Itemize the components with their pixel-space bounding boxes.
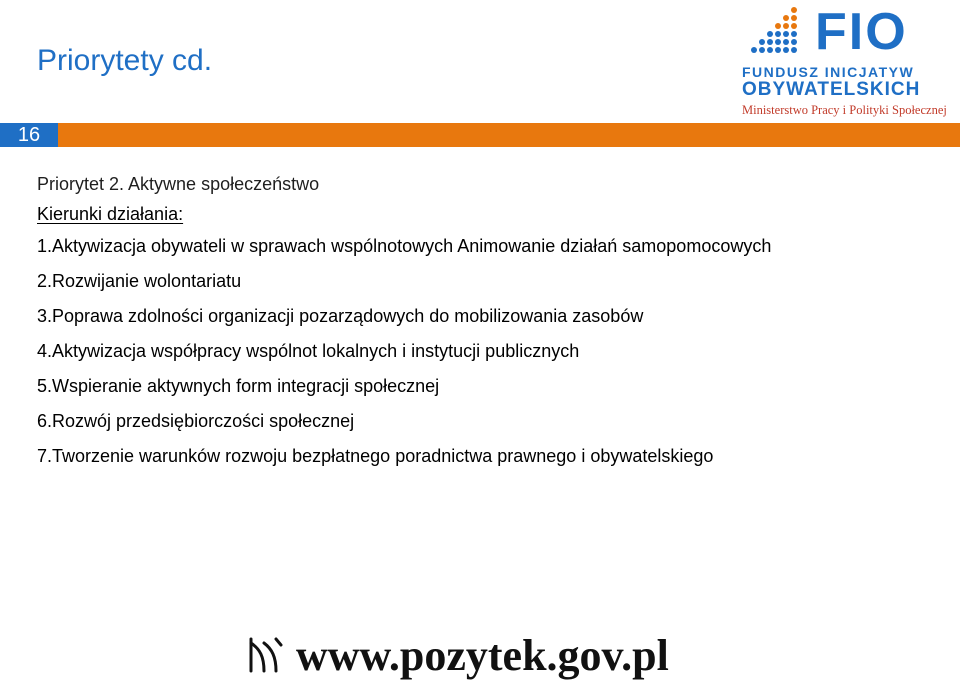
header-bar — [0, 123, 960, 147]
logo-ministry: Ministerstwo Pracy i Polityki Społecznej — [742, 103, 947, 117]
logo-line2: OBYWATELSKICH — [742, 79, 921, 100]
logo-acronym: FIO — [815, 3, 908, 61]
footer — [248, 630, 669, 680]
pozytek-logo-icon — [248, 635, 284, 675]
list-item: 1.Aktywizacja obywateli w sprawach wspólnotowych Animowanie działań samopomocowych — [37, 236, 772, 256]
dots-icon — [742, 4, 814, 62]
list-item: 5.Wspieranie aktywnych form integracji społecznej — [37, 376, 440, 396]
list-item: 7.Tworzenie warunków rozwoju bezpłatnego poradnictwa prawnego i obywatelskiego — [37, 446, 714, 466]
footer-url[interactable]: www.pozytek.gov.pl — [296, 630, 669, 680]
slide-content — [37, 174, 917, 479]
slide-number: 16 — [0, 123, 58, 147]
list-item: 6.Rozwój przedsiębiorczości społecznej — [37, 411, 355, 431]
logo-line1: FUNDUSZ INICJATYW — [742, 64, 915, 80]
directions-heading: Kierunki działania: — [37, 204, 184, 224]
slide-title: Priorytety cd. — [37, 44, 213, 77]
list-item: 3.Poprawa zdolności organizacji pozarządowych do mobilizowania zasobów — [37, 306, 644, 326]
list-item: 4.Aktywizacja współpracy wspólnot lokalnych i instytucji publicznych — [37, 341, 580, 361]
priority-text: Priorytet 2. Aktywne społeczeństwo — [37, 174, 320, 194]
directions-list — [37, 234, 917, 468]
list-item: 2.Rozwijanie wolontariatu — [37, 271, 242, 291]
fio-logo — [740, 3, 947, 120]
